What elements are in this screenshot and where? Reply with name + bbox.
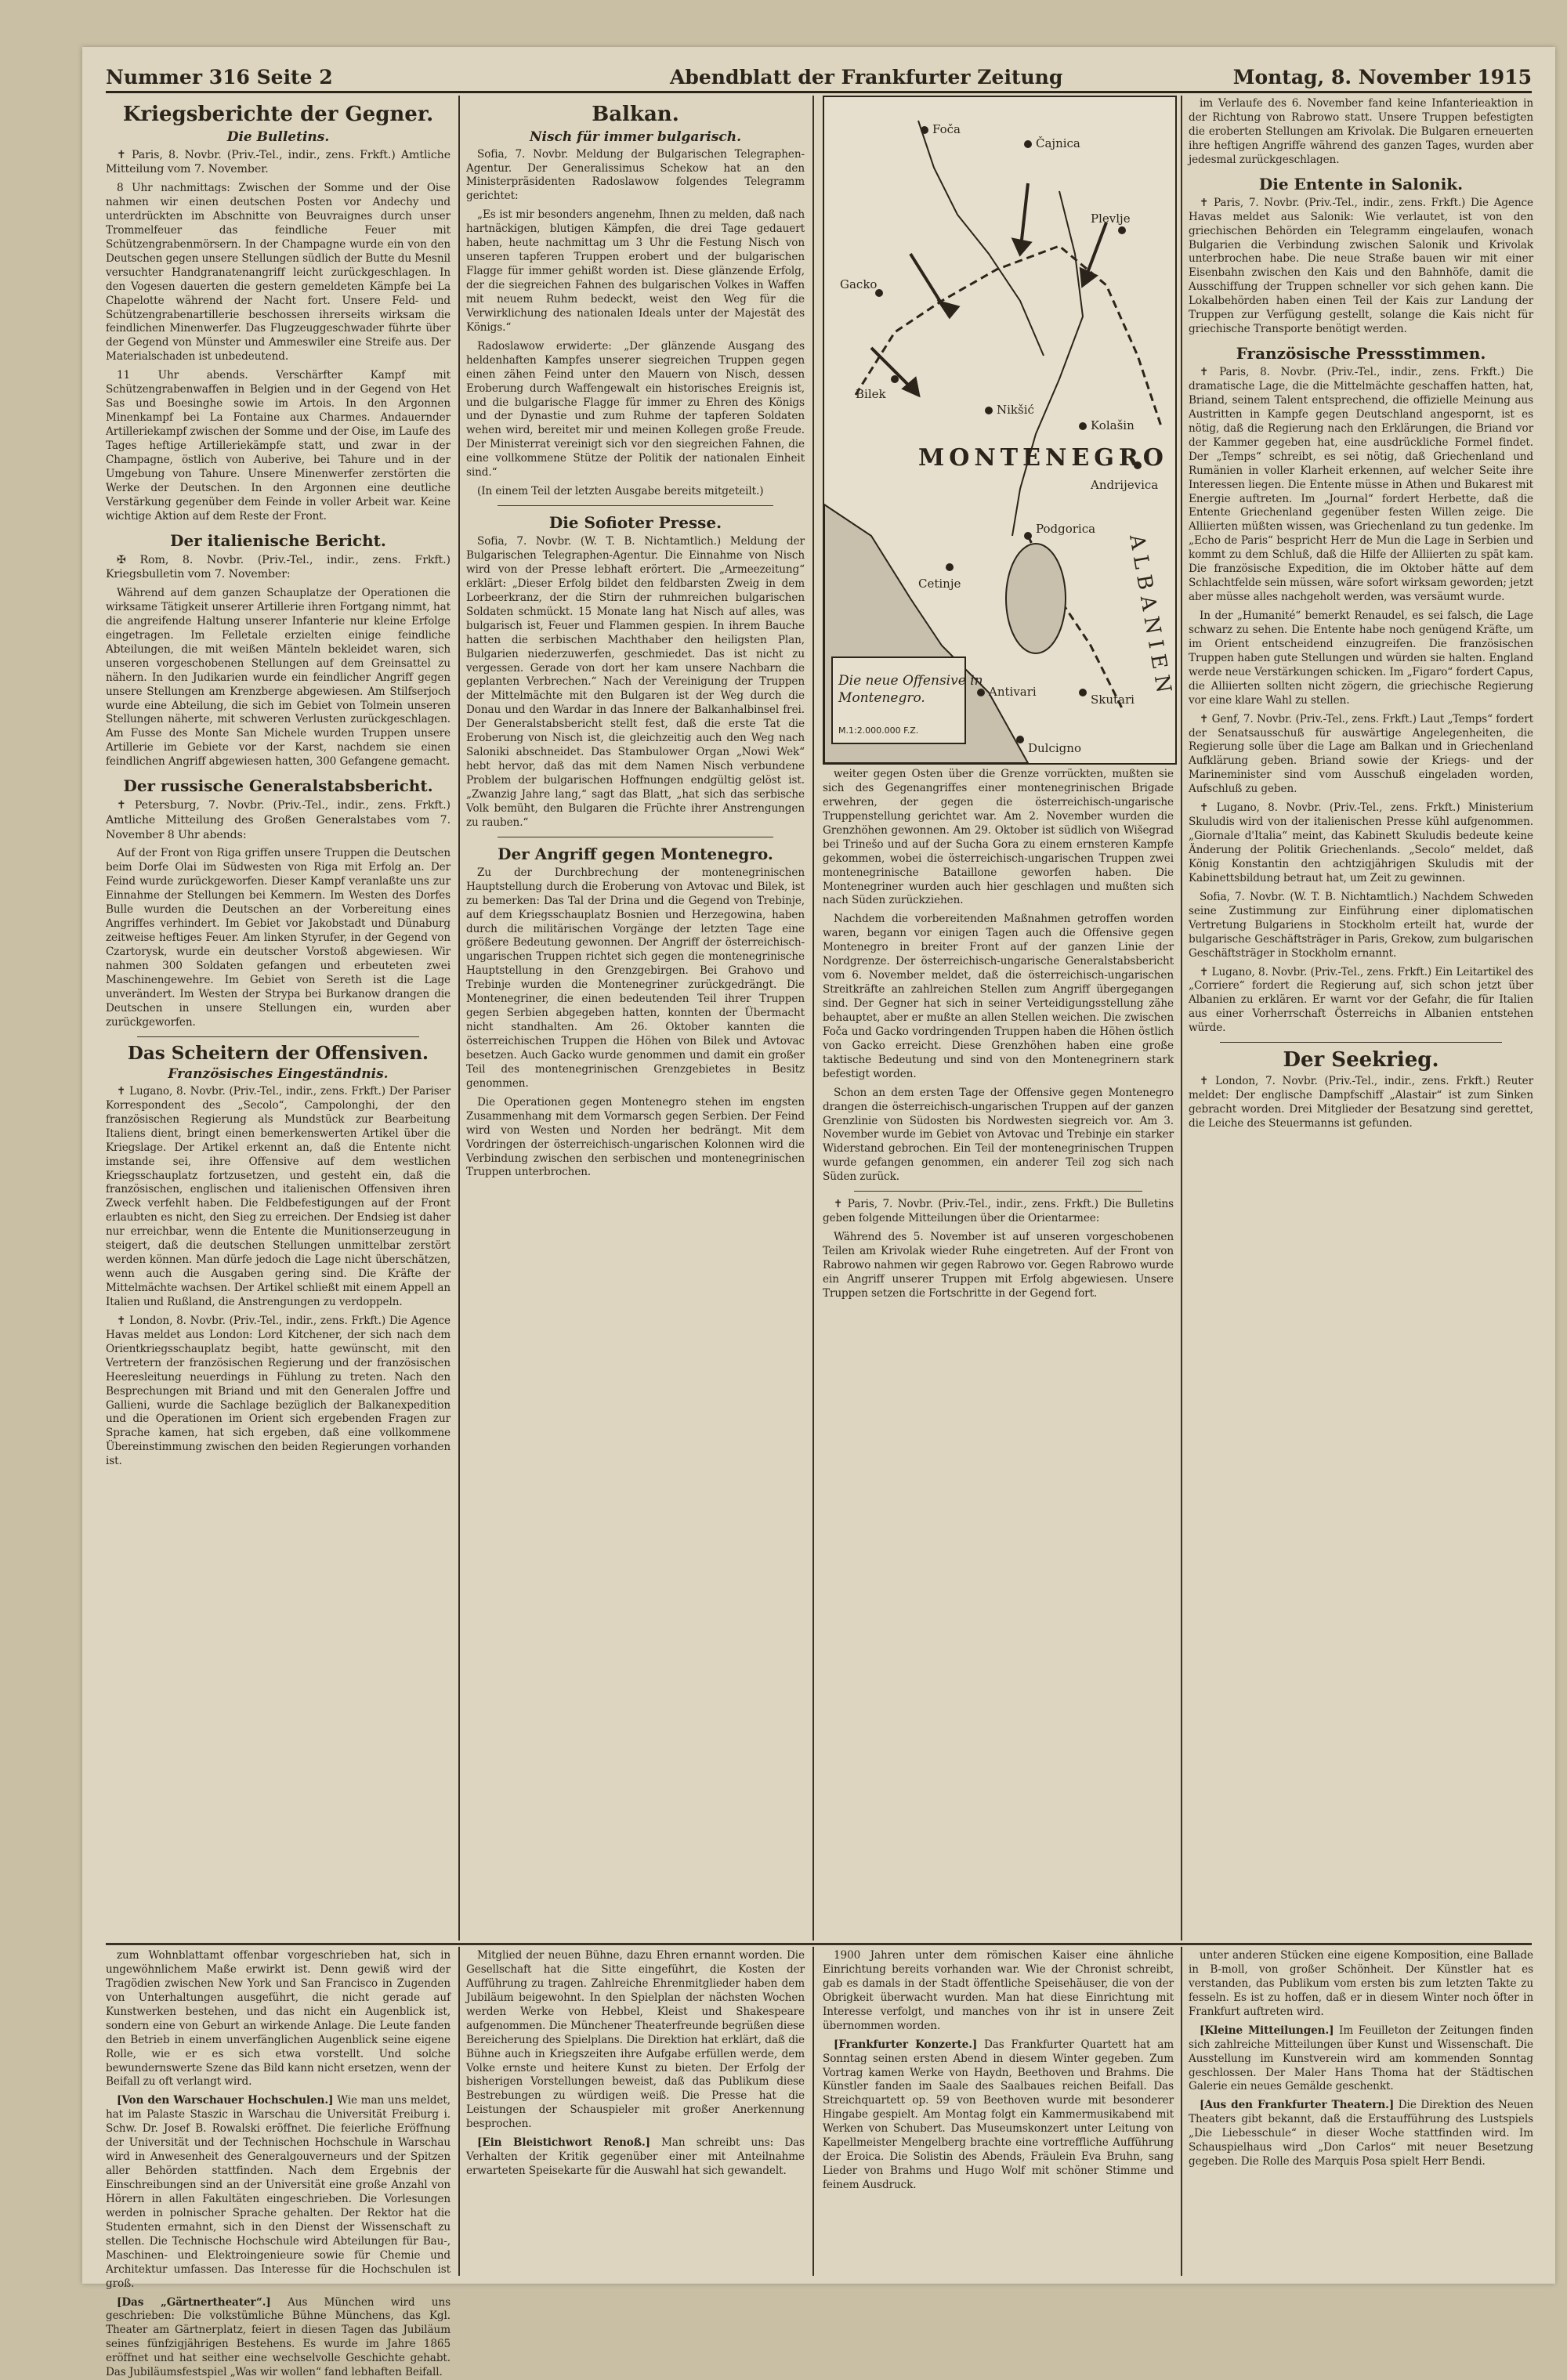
article-paragraph: (In einem Teil der letzten Ausgabe bereits mitgeteilt.)	[466, 485, 805, 499]
column-rule	[458, 96, 460, 1941]
article-paragraph: zum Wohnblattamt offenbar vorgeschrieben hat, sich in ungewöhnlichem Maße erwirkt ist. Denn gewiß wird der Tragödien zwischen New York und San Francisco in Zugenden von Unterhaltungen ausgeführt, die nicht gerade auf Kunstwerken bestehen, und das nicht ein Augenblick ist, sondern eine von Geburt an wirkende Anlage. Die Leute fanden den Betrieb in einem unverfänglichen Augenblick seine eigene Rolle, wie er es sich etwa vorstellt. Und solche bewundernswerte Szene das Bild kann nicht ersetzen, wenn der Beifall zu oft verlangt wird.	[106, 1949, 451, 2089]
map-town-label: Cetinje	[918, 577, 961, 591]
article-paragraph: ✝ Petersburg, 7. Novbr. (Priv.-Tel., indir., zens. Frkft.) Amtliche Mitteilung des Großen Generalstabes vom 7. November 8 Uhr abends:	[106, 798, 451, 842]
article-paragraph: Nachdem die vorbereitenden Maßnahmen getroffen worden waren, begann vor einigen Tagen auch die Offensive gegen Montenegro in breiter Front auf der ganzen Linie der Nordgrenze. Der österreichisch-ungarische Generalstabsbericht vom 6. November meldet, daß die österreichisch-ungarischen Streitkräfte an zahlreichen Stellen zum Angriff übergegangen sind. Der Gegner hat sich in seiner Verteidigungsstellung zähe behauptet, aber er mußte an allen Stellen weichen. Die zwischen Foča und Gacko vordringenden Truppen haben die Höhen östlich von Gacko erreicht. Diese Grenzhöhen haben eine große taktische Bedeutung und sind von den Montenegrinern stark befestigt worden.	[823, 913, 1174, 1081]
issue-number: Nummer 316 Seite 2	[106, 66, 333, 89]
article-paragraph: 8 Uhr nachmittags: Zwischen der Somme und der Oise nahmen wir einen deutschen Posten vor Andechy und unterdrückten im Abschnitte von Beuvraignes durch unser Trommelfeuer das feindliche Feuer mit Schützengrabenmörsern. In der Champagne wurde ein von den Deutschen gegen unsere Stellungen südlich der Butte du Mesnil versuchter Handgranatenangriff leicht zurückgeschlagen. In den Vogesen dauerten die gestern gemeldeten Kämpfe bei La Chapelotte während der Nacht fort. Unsere Feld- und Schützengrabenartillerie beschossen ihrerseits wirksam die feindlichen Minenwerfer. Das Flugzeuggeschwader führte über der Gegend von Münster und Ammeswiler eine Streife aus. Der Materialschaden ist unbedeutend.	[106, 182, 451, 364]
subhead-russian-report: Der russische Generalstabsbericht.	[106, 777, 451, 795]
feuilleton-column-4	[1189, 1949, 1533, 2274]
map-town-label: Bilek	[856, 387, 886, 401]
divider	[854, 1191, 1142, 1192]
article-paragraph: Radoslawow erwiderte: „Der glänzende Ausgang des heldenhaften Kampfes unserer siegreichen Truppen gegen einen zähen Feind unter den Mauern von Nisch, dessen Eroberung durch Waffengewalt ein historisches Ereignis ist, und die bulgarische Flagge für immer zu Ehren des Königs und der Dynastie und zum Ruhme der tapferen Soldaten wehen wird, bereitet mir und meinen Kollegen große Freude. Der Ministerrat vereinigt sich vor den siegreichen Fahnen, die eine vollkommene Stütze der Politik der nationalen Einheit sind.“	[466, 340, 805, 480]
item-heading: [Das „Gärtnertheater“.]	[117, 2296, 271, 2309]
feuilleton-column-2	[466, 1949, 805, 2274]
article-paragraph: ✝ Genf, 7. Novbr. (Priv.-Tel., zens. Frkft.) Laut „Temps“ fordert der Senatsausschuß für auswärtige Angelegenheiten, die Regierung solle über die Lage am Balkan und in Griechenland Aufklärung geben. Briand sowie der Kriegs- und der Marineminister sind vom Ausschuß eingeladen worden, Aufschluß zu geben.	[1189, 713, 1533, 798]
article-paragraph: Schon an dem ersten Tage der Offensive gegen Montenegro drangen die österreichisch-ungarischen Truppen auf der ganzen Grenzlinie von Südosten bis Nordwesten siegreich vor. Am 3. November wurde im Gebiet von Avtovac und Trebinje ein starker Widerstand gebrochen. Ein Teil der montenegrinischen Truppen wurde gefangen genommen, ein anderer Teil zog sich nach Süden zurück.	[823, 1087, 1174, 1185]
article-paragraph: Während auf dem ganzen Schauplatze der Operationen die wirksame Tätigkeit unserer Artillerie ihren Fortgang nimmt, hat die angreifende Haltung unserer Infanterie nur kleine Erfolge eingetragen. Im Felletale erzielten einige feindliche Abteilungen, die mit weißen Mänteln bekleidet waren, sich unseren vorgeschobenen Stellungen auf dem Greinsattel zu nähern. In den Judikarien wurde ein feindlicher Angriff gegen unsere Stellungen am Krenzberge abgewiesen. Am Stilfserjoch wurde eine Abteilung, die sich im Gebiet von Tolmein unseren Stellungen näherte, mit schweren Verlusten zurückgeschlagen. Am Fusse des Monte San Michele wurden Truppen unsere Artillerie im Gebiete vor der Karst, nachdem sie einen feindlichen Angriff abgewiesen hatten, 300 Gefangene gemacht.	[106, 587, 451, 769]
montenegro-map	[823, 96, 1177, 765]
divider	[1220, 1042, 1502, 1043]
article-paragraph: weiter gegen Osten über die Grenze vorrückten, mußten sie sich des Gegenangriffes einer montenegrinischen Brigade erwehren, der gegen die österreichisch-ungarische Truppenstellung gerichtet war. Am 2. November wurden die Grenzhöhen gewonnen. Am 29. Oktober ist südlich von Wišegrad bei Trinešo und auf der Sucha Gora zu einem ernsteren Kampfe gekommen, wobei die österreichisch-ungarischen Truppen zwei montenegrinische Bataillone geworfen haben. Die Montenegriner wurden auch hier geschlagen und mußten sich nach Süden zurückziehen.	[823, 768, 1174, 908]
article-paragraph: ✝ Paris, 7. Novbr. (Priv.-Tel., indir., zens. Frkft.) Die Agence Havas meldet aus Salonik: Wie verlautet, ist von den griechischen Behörden ein Telegramm eingelaufen, wonach Bulgarien die Verbindung zwischen Salonik und Krivolak unterbrochen habe. Die neue Straße bauen wir mit einer Eisenbahn zwischen den Kais und den Bahnhöfe, damit die Ausschiffung der Truppen schneller vor sich gehen kann. Die Lokalbehörden haben einen Teil der Kais zur Landung der Truppen zur Verfügung gestellt, solange die Kais nicht für griechische Transporte benötigt werden.	[1189, 197, 1533, 337]
newspaper-title: Abendblatt der Frankfurter Zeitung	[670, 66, 1062, 89]
subhead-french-press: Französische Pressstimmen.	[1189, 345, 1533, 363]
article-paragraph: Auf der Front von Riga griffen unsere Truppen die Deutschen beim Dorfe Olai im Südwesten von Riga mit Erfolg an. Der Feind wurde zurückgeworfen. Dieser Kampf veranlaßte uns zur Einnahme der Stellungen bei Kemmern. Im Westen des Dorfes Bulle wurden die Deutschen an der Vorbereitung eines Angriffes verhindert. Im Gebiet vor Jakobstadt und Dünaburg zeitweise heftiges Feuer. Am linken Styrufer, in der Gegend von Czartorysk, wurde ein deutscher Vorstoß abgewiesen. Wir nahmen 300 Soldaten gefangen und erbeuteten zwei Maschinengewehre. Im Gebiet von Sereth ist die Lage unverändert. Im Westen der Strypa bei Burkanow drangen die Deutschen in unsere Stellungen ein, wurden aber zurückgeworfen.	[106, 847, 451, 1029]
article-paragraph: Sofia, 7. Novbr. Meldung der Bulgarischen Telegraphen-Agentur. Der Generalissimus Schekow hat an den Ministerpräsidenten Radoslawow folgendes Telegramm gerichtet:	[466, 148, 805, 204]
subhead-sofioter-presse: Die Sofioter Presse.	[466, 514, 805, 532]
divider	[498, 505, 773, 506]
headline-seekrieg: Der Seekrieg.	[1189, 1049, 1533, 1072]
article-paragraph: „Es ist mir besonders angenehm, Ihnen zu melden, daß nach hartnäckigen, blutigen Kämpfen, die drei Tage gedauert haben, heute nachmittag um 3 Uhr die Festung Nisch von unseren tapferen Truppen erobert und der bulgarischen Flagge für immer gehißt worden ist. Diese glänzende Erfolg, der die siegreichen Fahnen des bulgarischen Volkes in Waffen mit neuem Ruhm bedeckt, weist den Weg für die Verwirklichung des nationalen Ideals unter der Majestät des Königs.“	[466, 208, 805, 335]
map-town-label: Gacko	[840, 277, 877, 291]
article-paragraph: ✝ Paris, 7. Novbr. (Priv.-Tel., indir., zens. Frkft.) Die Bulletins geben folgende Mitteilungen über die Orientarmee:	[823, 1198, 1174, 1226]
item-heading: [Von den Warschauer Hochschulen.]	[117, 2094, 333, 2107]
map-town-label: Nikšić	[997, 403, 1034, 417]
column-2	[466, 97, 805, 1940]
article-paragraph: Sofia, 7. Novbr. (W. T. B. Nichtamtlich.) Nachdem Schweden seine Zustimmung zur Einführung einer diplomatischen Vertretung Bulgariens in Stockholm erteilt hat, wurde der bulgarische Geschäftsträger in Paris, Grekow, zum bulgarischen Geschäftsträger in Stockholm ernannt.	[1189, 891, 1533, 961]
article-paragraph: [Frankfurter Konzerte.] Das Frankfurter Quartett hat am Sonntag seinen ersten Abend in diesem Winter gegeben. Zum Vortrag kamen Werke von Haydn, Beethoven und Brahms. Die Künstler fanden im Saale des Saalbaues reichen Beifall. Das Streichquartett op. 59 von Beethoven wurde mit besonderer Hingabe gespielt. Am Montag folgt ein Kammermusikabend mit Werken von Schubert. Das Museumskonzert unter Leitung von Kapellmeister Mengelberg brachte eine vortreffliche Aufführung der Eroica. Die Solistin des Abends, Fräulein Eva Bruhn, sang Lieder von Brahms und Hugo Wolf mit schöner Stimme und feinem Ausdruck.	[823, 2038, 1174, 2193]
article-paragraph: ✝ London, 8. Novbr. (Priv.-Tel., indir., zens. Frkft.) Die Agence Havas meldet aus London: Lord Kitchener, der sich nach dem Orientkriegsschauplatz begibt, hatte gewünscht, mit den Vertretern der französischen Regierung und der französischen Heeresleitung neuerdings in Fühlung zu treten. Nach den Besprechungen mit Briand und mit den Generalen Joffre und Gallieni, wurde die Sachlage bezüglich der Balkanexpedition und die Operationen im Orient sich ergebenden Fragen zur Sprache kamen, hat sich ergeben, daß eine vollkommene Übereinstimmung zwischen den beiden Regierungen vorhanden ist.	[106, 1315, 451, 1469]
item-heading: [Ein Bleistichwort Renoß.]	[477, 2136, 650, 2149]
kicker-nisch: Nisch für immer bulgarisch.	[466, 129, 805, 145]
article-paragraph: In der „Humanité“ bemerkt Renaudel, es sei falsch, die Lage schwarz zu sehen. Die Entente habe noch genügend Kräfte, um im Orient entscheidend einzugreifen. Die französischen Truppen haben gute Stellungen und würden sie halten. England werde neue Verstärkungen schicken. Im „Figaro“ fordert Capus, die Alliierten sollten nicht zögern, die griechische Regierung vor eine klare Wahl zu stellen.	[1189, 609, 1533, 708]
article-paragraph: [Ein Bleistichwort Renoß.] Man schreibt uns: Das Verhalten der Kritik gegenüber einer mit Anteilnahme erwarteten Speisekarte für die Auswahl hat sich gewandelt.	[466, 2136, 805, 2179]
article-paragraph: ✠ Rom, 8. Novbr. (Priv.-Tel., indir., zens. Frkft.) Kriegsbulletin vom 7. November:	[106, 553, 451, 582]
column-3	[823, 768, 1174, 1940]
article-paragraph: Die Operationen gegen Montenegro stehen im engsten Zusammenhang mit dem Vormarsch gegen Serbien. Der Feind wird von Westen und Norden her bedrängt. Mit dem Vordringen der österreichisch-ungarischen Kolonnen wird die Verbindung zwischen den serbischen und montenegrinischen Truppen unterbrochen.	[466, 1096, 805, 1181]
column-rule	[1181, 1947, 1182, 2276]
headline-offensiven: Das Scheitern der Offensiven.	[106, 1044, 451, 1063]
map-caption: Die neue Offensive in Montenegro.	[838, 673, 987, 706]
map-town-label: Podgorica	[1036, 522, 1095, 536]
column-rule	[1181, 96, 1182, 1941]
article-paragraph: ✝ Lugano, 8. Novbr. (Priv.-Tel., zens. Frkft.) Ein Leitartikel des „Corriere“ fordert die Regierung auf, sich schon jetzt über Albanien zu erklären. Er warnt vor der Gefahr, die für Italien aus einer Vorherrschaft Österreichs in Albanien entstehen würde.	[1189, 966, 1533, 1036]
column-rule	[812, 96, 814, 1941]
article-paragraph: 11 Uhr abends. Verschärfter Kampf mit Schützengrabenwaffen in Belgien und in der Gegend von Het Sas und Boesinghe sowie im Artois. In den Argonnen Minenkampf bei La Fontaine aux Charmes. Andauernder Artilleriekampf zwischen der Somme und der Oise, im Laufe des Tages heftige Artilleriekämpfe statt, und zwar in der Champagne, östlich von Auberive, bei Tahure und in der Umgebung von Tahure. Unsere Minenwerfer zerstörten die Werke der Deutschen. In den Argonnen eine deutliche Verstärkung gegenüber dem Feinde in voller Arbeit war. Keine wichtige Aktion auf dem Reste der Front.	[106, 369, 451, 523]
article-paragraph: [Das „Gärtnertheater“.] Aus München wird uns geschrieben: Die volkstümliche Bühne Münchens, das Kgl. Theater am Gärtnerplatz, feiert in diesen Tagen das Jubiläum seines fünfzigjährigen Bestehens. Es wurde im Jahre 1865 eröffnet und hat seither eine wechselvolle Geschichte gehabt. Das Jubiläumsfestspiel „Was wir wollen“ fand lebhaften Beifall.	[106, 2296, 451, 2380]
feuilleton-column-1	[106, 1949, 451, 2274]
map-town-label: Plevlje	[1091, 212, 1131, 226]
map-town-label: Kolašin	[1091, 418, 1135, 432]
article-paragraph: unter anderen Stücken eine eigene Komposition, eine Ballade in B-moll, von großer Schönheit. Der Künstler hat es verstanden, das Publikum vom ersten bis zum letzten Takte zu fesseln. Es ist zu hoffen, daß er in diesem Winter noch öfter in Frankfurt auftreten wird.	[1189, 1949, 1533, 2020]
article-paragraph: ✝ Lugano, 8. Novbr. (Priv.-Tel., zens. Frkft.) Ministerium Skuludis wird von der italienischen Presse kühl aufgenommen. „Giornale d'Italia“ meint, das Kabinett Skuludis bedeute keine Änderung der Politik Griechenlands. „Secolo“ meldet, daß König Konstantin den achtzigjährigen Skuludis mit der Kabinettsbildung betraut hat, um Zeit zu gewinnen.	[1189, 801, 1533, 886]
article-paragraph: Während des 5. November ist auf unseren vorgeschobenen Teilen am Krivolak wieder Ruhe eingetreten. Auf der Front von Rabrowo nahmen wir gegen Rabrowo vor. Gegen Rabrowo wurde ein Angriff unserer Truppen mit Erfolg abgewiesen. Unsere Truppen setzen die Fortschritte in der Gegend fort.	[823, 1231, 1174, 1301]
map-country-label-albania: ALBANIEN	[1124, 532, 1177, 701]
date-line: Montag, 8. November 1915	[1233, 66, 1532, 89]
subhead-bulletins: Die Bulletins.	[106, 129, 451, 145]
headline-kriegsberichte: Kriegsberichte der Gegner.	[106, 103, 451, 126]
article-paragraph: 1900 Jahren unter dem römischen Kaiser eine ähnliche Einrichtung bereits vorhanden war. Wie der Chronist schreibt, gab es damals in der Stadt öffentliche Speisehäuser, die von der Obrigkeit überwacht wurden. Man hat diese Einrichtung mit Interesse verfolgt, und manches von ihr ist in unsere Zeit übernommen worden.	[823, 1949, 1174, 2034]
divider	[137, 1036, 419, 1037]
map-town-label: Foča	[932, 122, 961, 136]
article-paragraph: ✝ Lugano, 8. Novbr. (Priv.-Tel., indir., zens. Frkft.) Der Pariser Korrespondent des „Secolo“, Campolonghi, der den französischen Regierung als Mundstück zur Bearbeitung Italiens dient, bringt einen bemerkenswerten Artikel über die Kriegslage. Der Artikel erkennt an, daß die Entente nicht imstande sei, ihre Offensive auf dem westlichen Kriegsschauplatz fortzusetzen, und gesteht ein, daß die französischen, englischen und italienischen Offensiven ihren Zweck verfehlt haben. Die Feldbefestigungen auf der Front erlaubten es nicht, den Sieg zu erreichen. Der Endsieg ist daher nur erreichbar, wenn die Entente die Munitionserzeugung in steigert, daß die deutschen Stellungen unmittelbar zerstört werden können. Man dürfe jedoch die Lage nicht überschätzen, wenn auch die Ausgaben gering sind. Die Kräfte der Mittelmächte wachsen. Der Artikel schließt mit einem Appell an Italien und Rußland, die Anstrengungen zu verdoppeln.	[106, 1085, 451, 1310]
masthead	[106, 64, 1532, 93]
article-paragraph: [Kleine Mitteilungen.] Im Feuilleton der Zeitungen finden sich zahlreiche Mitteilungen über Kunst und Wissenschaft. Die Ausstellung im Kunstverein wird am kommenden Sonntag geschlossen. Der Maler Hans Thoma hat der Städtischen Galerie ein neues Gemälde geschenkt.	[1189, 2024, 1533, 2095]
feuilleton-rule	[106, 1943, 1532, 1945]
column-4	[1189, 97, 1533, 1940]
map-graphic	[824, 97, 1175, 763]
newspaper-page	[82, 47, 1555, 2284]
article-paragraph: Mitglied der neuen Bühne, dazu Ehren ernannt worden. Die Gesellschaft hat die Sitte eingeführt, die Kosten der Aufführung zu tragen. Zahlreiche Ehrenmitglieder haben dem Jubiläum beigewohnt. In den Spielplan der nächsten Wochen werden Werke von Hebbel, Kleist und Shakespeare aufgenommen. Die Münchener Theaterfreunde begrüßen diese Bereicherung des Spielplans. Die Direktion hat erklärt, daß die Bühne auch in Kriegszeiten ihre Aufgabe erfüllen werde, dem Volke ernste und heitere Kunst zu bieten. Der Erfolg der bisherigen Vorstellungen beweist, daß das Publikum diese Bestrebungen zu würdigen weiß. Die Presse hat die Leistungen der Schauspieler mit großer Anerkennung besprochen.	[466, 1949, 805, 2132]
column-rule	[812, 1947, 814, 2276]
article-paragraph: Zu der Durchbrechung der montenegrinischen Hauptstellung durch die Eroberung von Avtovac und Bilek, ist zu bemerken: Das Tal der Drina und die Gegend von Trebinje, auf dem Kriegsschauplatz Bosnien und Herzegowina, haben durch die militärischen Vorgänge der letzten Tage eine größere Bedeutung gewonnen. Der Angriff der österreichisch-ungarischen Truppen richtet sich gegen die montenegrinische Hauptstellung in den Grenzgebirgen. Bei Grahovo und Trebinje wurden die Montenegriner zurückgedrängt. Die Montenegriner, die einen bedeutenden Teil ihrer Truppen gegen Serbien abgegeben hatten, konnten der Übermacht nicht standhalten. Am 26. Oktober kannten die österreichischen Truppen die Höhen von Bilek und Avtovac besetzen. Auch Gacko wurde genommen und damit ein großer Teil des montenegrinischen Grenzgebietes in Besitz genommen.	[466, 866, 805, 1091]
column-1	[106, 97, 451, 1940]
item-heading: [Kleine Mitteilungen.]	[1200, 2024, 1334, 2037]
kicker-french-admission: Französisches Eingeständnis.	[106, 1066, 451, 1082]
article-paragraph: ✝ Paris, 8. Novbr. (Priv.-Tel., indir., zens. Frkft.) Die dramatische Lage, die die Mittelmächte geschaffen hatten, hat, Briand, seinem Talent entsprechend, die offizielle Meinung aus Austritten in Kampfe gegen Deutschland angespornt, ist es nötig, daß die Regierung nach den Erklärungen, die Briand vor der Kammer gegeben hat, eine ausdrückliche Formel findet. Der „Temps“ schreibt, es sei nötig, daß Griechenland und Rumänien in voller Klarheit erkennen, auf welcher Seite ihre Interessen liegen. Die Entente müsse in Athen und Bukarest mit Energie auftreten. Im „Journal“ fordert Herbette, daß die Entente Griechenland gegenüber festen Willen zeige. Die Alliierten müßten wissen, was Griechenland zu tun gedenke. Im „Echo de Paris“ bespricht Herr de Mun die Lage in Serbien und kommt zu dem Schluß, daß die Hilfe der Alliierten zu spät kam. Die französische Expedition, die im Oktober hätte auf dem Schlachtfelde sein müssen, wäre sofort wirksam geworden; jetzt aber müsse alles nachgeholt werden, was versäumt wurde.	[1189, 366, 1533, 605]
map-town-label: Čajnica	[1036, 136, 1080, 150]
subhead-salonik: Die Entente in Salonik.	[1189, 175, 1533, 194]
map-country-label: MONTENEGRO	[918, 444, 1168, 472]
article-paragraph: im Verlaufe des 6. November fand keine Infanterieaktion in der Richtung von Rabrowo statt. Unsere Truppen befestigten die eroberten Stellungen am Krivolak. Die Bulgaren erneuerten ihre heftigen Angriffe während des ganzen Tages, wurden aber jedesmal zurückgeschlagen.	[1189, 97, 1533, 168]
article-paragraph: ✝ London, 7. Novbr. (Priv.-Tel., indir., zens. Frkft.) Reuter meldet: Der englische Dampfschiff „Alastair“ ist zum Sinken gebracht worden. Drei Mitglieder der Besatzung sind gerettet, die Leiche des Steuermanns ist gefunden.	[1189, 1075, 1533, 1131]
article-paragraph: ✝ Paris, 8. Novbr. (Priv.-Tel., indir., zens. Frkft.) Amtliche Mitteilung vom 7. November.	[106, 148, 451, 177]
map-town-label: Dulcigno	[1028, 741, 1081, 755]
article-paragraph: [Von den Warschauer Hochschulen.] Wie man uns meldet, hat im Palaste Staszic in Warschau die Universität Freiburg i. Schw. Dr. Josef B. Rowalski eröffnet. Die feierliche Eröffnung der Universität und der Technischen Hochschule in Warschau wird in Anwesenheit des Generalgouverneurs und der Spitzen aller Behörden stattfinden. Nach dem Ergebnis der Einschreibungen sind an der Universität eine große Anzahl von Hörern in allen Fakultäten eingeschrieben. Die Vorlesungen werden in polnischer Sprache gehalten. Der Rektor hat die Studenten ermahnt, sich in den Dienst der Wissenschaft zu stellen. Die Technische Hochschule wird Abteilungen für Bau-, Maschinen- und Elektroingenieure sowie für Chemie und Architektur umfassen. Das Interesse für die Hochschulen ist groß.	[106, 2094, 451, 2291]
article-paragraph: [Aus den Frankfurter Theatern.] Die Direktion des Neuen Theaters gibt bekannt, daß die Erstaufführung des Lustspiels „Die Liebesschule“ in dieser Woche stattfinden wird. Im Schauspielhaus wird „Don Carlos“ mit neuer Besetzung gegeben. Die Rolle des Marquis Posa spielt Herr Bendi.	[1189, 2099, 1533, 2169]
map-town-label: Andrijevica	[1090, 478, 1158, 492]
item-heading: [Aus den Frankfurter Theatern.]	[1200, 2099, 1394, 2111]
map-town-label: Antivari	[988, 685, 1037, 699]
article-paragraph: Sofia, 7. Novbr. (W. T. B. Nichtamtlich.) Meldung der Bulgarischen Telegraphen-Agentur. Die Einnahme von Nisch wird von der Presse lebhaft erörtert. Die „Armeezeitung“ erklärt: „Dieser Erfolg bildet den feldbarsten Zweig in dem Lorbeerkranz, der die Stirn der ruhmreichen bulgarischen Soldaten schmückt. 15 Monate lang hat Nisch auf alles, was bulgarisch ist, Feuer und Flammen gespien. In ihrem Bauche hatten die serbischen Machthaber den heiligsten Plan, Bulgarien niederzuwerfen, geschmiedet. Das ist nicht zu vergessen. Gerade von dort her kam unsere Nachbarn die geplanten Verbrechen.“ Nach der Vereinigung der Truppen der Mittelmächte mit den Bulgaren ist der Weg durch die Donau und den Wardar in das Innere der Balkanhalbinsel frei. Der Generalstabsbericht stellt fest, daß die erste Tat die Eroberung von Nisch ist, die gleichzeitig auch den Weg nach Saloniki abschneidet. Das Stambulower Organ „Nowi Wek“ hebt hervor, daß das mit dem Namen Nisch verbundene Problem der bulgarischen Hoffnungen endgültig gelöst ist. „Zwanzig Jahre lang,“ sagt das Blatt, „hat sich das serbische Volk bemüht, den Bulgaren die Früchte ihrer Anstrengungen zu rauben.“	[466, 535, 805, 830]
map-credit: M.1:2.000.000 F.Z.	[838, 725, 918, 736]
column-rule	[458, 1947, 460, 2276]
map-town-label: Skutari	[1091, 693, 1135, 707]
subhead-italian-report: Der italienische Bericht.	[106, 532, 451, 550]
item-heading: [Frankfurter Konzerte.]	[834, 2038, 977, 2051]
subhead-montenegro: Der Angriff gegen Montenegro.	[466, 845, 805, 863]
feuilleton-column-3	[823, 1949, 1174, 2274]
headline-balkan: Balkan.	[466, 103, 805, 126]
